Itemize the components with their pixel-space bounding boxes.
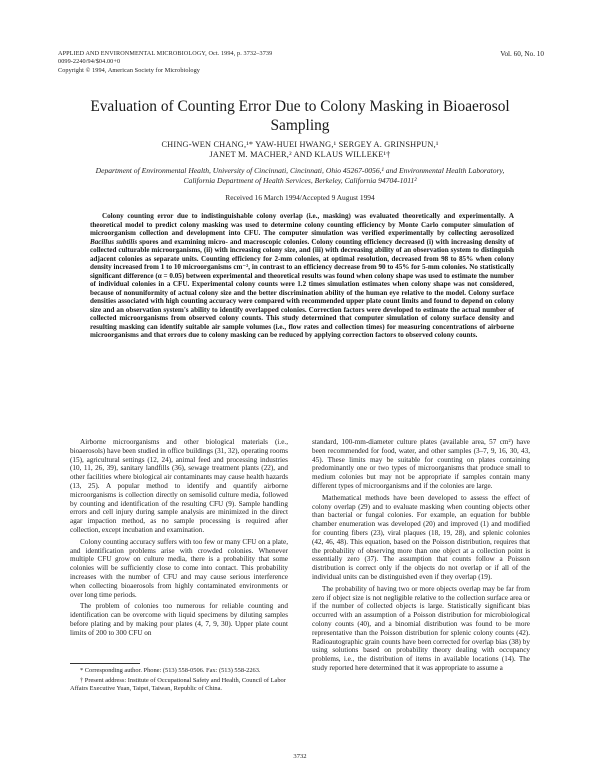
- paragraph: Airborne microorganisms and other biological materials (i.e., bioaerosols) have been studied in office buildings (31, 32), operating rooms (15), agricultural settings (12, 24), animal feed and processing industries (10, 11, 26, 39), sanitary landfills (36), sewage treatment plants (22), and other facilities where biological air contaminants may cause health hazards (13, 25). A popular method to identify and quantify airborne microorganisms is collection directly on semisolid culture media, followed by counting and identification of the resulting CFU (9). Sample handling errors and cell injury during sample analysis are minimized in the direct agar impaction method, as no sample processing is required after collection, except incubation and examination.: [70, 438, 288, 534]
- affiliations: Department of Environmental Health, University of Cincinnati, Cincinnati, Ohio 45267-0056,¹ and Environmental Health Laboratory, California Department of Health Services, Berkeley, California 94704-1011²: [95, 166, 505, 185]
- paragraph: The problem of colonies too numerous for reliable counting and identification can be overcome with liquid specimens by diluting samples before plating and by making pour plates (4, 7, 9, 30). Upper plate count limits of 200 to 300 CFU on: [70, 602, 288, 637]
- paragraph: Colony counting accuracy suffers with too few or many CFU on a plate, and identification problems arise with crowded colonies. Whenever multiple CFU grow on culture media, there is a probability that some colonies will be sufficiently close to come into contact. This probability increases with the number of CFU and may cause serious interference when collecting bioaerosols from highly contaminated environments or over long time periods.: [70, 537, 288, 599]
- abstract-text-1: Colony counting error due to indistinguishable colony overlap (i.e., masking) was evaluated theoretically and experimentally. A theoretical model to predict colony masking was used to determine colony counting efficiency by Monte Carlo computer simulation of microorganism collection and development into CFU. The computer simulation was verified experimentally by collecting aerosolized: [90, 212, 514, 237]
- paragraph: The probability of having two or more objects overlap may be far from zero if object size is not negligible relative to the collection surface area or if the number of collected objects is large. Statistically significant bias occurred with an assumption of a Poisson distribution for microbiological colony counts (40), and a binomial distribution was found to be more representative than the Poisson distribution for splenic colony counts (42). Radioautographic grain counts have been corrected for overlap bias (38) by using solutions based on probability theory dealing with occupancy problems, i.e., the distribution of items in available locations (14). The study reported here determined that it was appropriate to assume a: [312, 584, 530, 672]
- author-list: [60, 140, 540, 161]
- journal-header: [58, 50, 272, 75]
- journal-citation: APPLIED AND ENVIRONMENTAL MICROBIOLOGY, Oct. 1994, p. 3732–3739: [58, 50, 273, 57]
- abstract-text-2: spores and examining micro- and macroscopic colonies. Colony counting efficiency decreased (i) with increasing density of collected culturable microorganisms, (ii) with increasing colony size, and (iii) with decreasing ability of an observation system to distinguish adjacent colonies as separate units. Counting efficiency for 2-mm colonies, at optimal resolution, decreased from 98 to 85% when colony density increased from 1 to 10 microorganisms cm⁻², in contrast to an efficiency decrease from 90 to 45% for 5-mm colonies. No statistically significant difference (α = 0.05) between experimental and theoretical results was found when colony shape was used to estimate the number of individual colonies in a CFU. Experimental colony counts were 1.2 times simulation estimates when colony shape was not considered, because of nonuniformity of actual colony size and the better discrimination ability of the human eye relative to the model. Colony surface densities associated with high counting accuracy were compared with recommended upper plate count limits and found to depend on colony size and an observation system's ability to identify overlapped colonies. Correction factors were developed to estimate the actual number of collected microorganisms from observed colony counts. This study determined that computer simulation of colony surface density and resulting masking can identify suitable air sample volumes (i.e., flow rates and collection times) for measuring concentrations of airborne microorganisms and that errors due to colony masking can be reduced by applying correction factors to observed colony counts.: [90, 237, 514, 339]
- copyright-line: Copyright © 1994, American Society for Microbiology: [58, 66, 200, 74]
- paragraph: Mathematical methods have been developed to assess the effect of colony overlap (29) and to evaluate masking when counting objects other than bacterial or fungal colonies. For example, an equation for bubble chamber enumeration was developed (20) and improved (1) and modified for counting fibers (23), viral plaques (18, 19, 28), and splenic colonies (42, 46, 48). This equation, based on the Poisson distribution, requires that the probability of observing more than one object at a collection point is essentially zero (37). The assumption that counts follow a Poisson distribution is correct only if the objects do not overlap or if all of the individual units can be distinguished even if they overlap (19).: [312, 493, 530, 581]
- footnote-corresponding-author: * Corresponding author. Phone: (513) 558-0506. Fax: (513) 558-2263.: [80, 667, 261, 674]
- abstract: [90, 212, 514, 340]
- footnote-present-address: † Present address: Institute of Occupational Safety and Health, Council of Labor Affairs Executive Yuan, Taipei, Taiwan, Republic of China.: [70, 677, 286, 692]
- paper-title: Evaluation of Counting Error Due to Colony Masking in Bioaerosol Sampling: [90, 98, 510, 134]
- abstract-species-name: Bacillus subtilis: [90, 237, 138, 246]
- footnotes: [70, 667, 288, 695]
- received-date: Received 16 March 1994/Accepted 9 August 1994: [225, 193, 375, 202]
- body-column-left: [70, 438, 288, 641]
- paragraph: standard, 100-mm-diameter culture plates (available area, 57 cm²) have been recommended for food, water, and other samples (3–7, 9, 16, 30, 43, 45). These limits may be suitable for counting on plates containing predominantly one or two types of microorganisms that produce small to medium colonies but may not be appropriate if samples contain many different types of microorganisms and if the colonies are large.: [312, 438, 530, 490]
- body-column-right: [312, 438, 530, 676]
- issn-line: 0099-2240/94/$04.00+0: [58, 58, 121, 66]
- author-line-2: JANET M. MACHER,² AND KLAUS WILLEKE¹†: [209, 150, 391, 160]
- footnote-divider: [70, 663, 140, 664]
- volume-label: Vol. 60, No. 10: [500, 50, 544, 58]
- page-number: 3732: [293, 753, 307, 760]
- author-line-1: CHING-WEN CHANG,¹* YAW-HUEI HWANG,¹ SERGEY A. GRINSHPUN,¹: [161, 140, 439, 149]
